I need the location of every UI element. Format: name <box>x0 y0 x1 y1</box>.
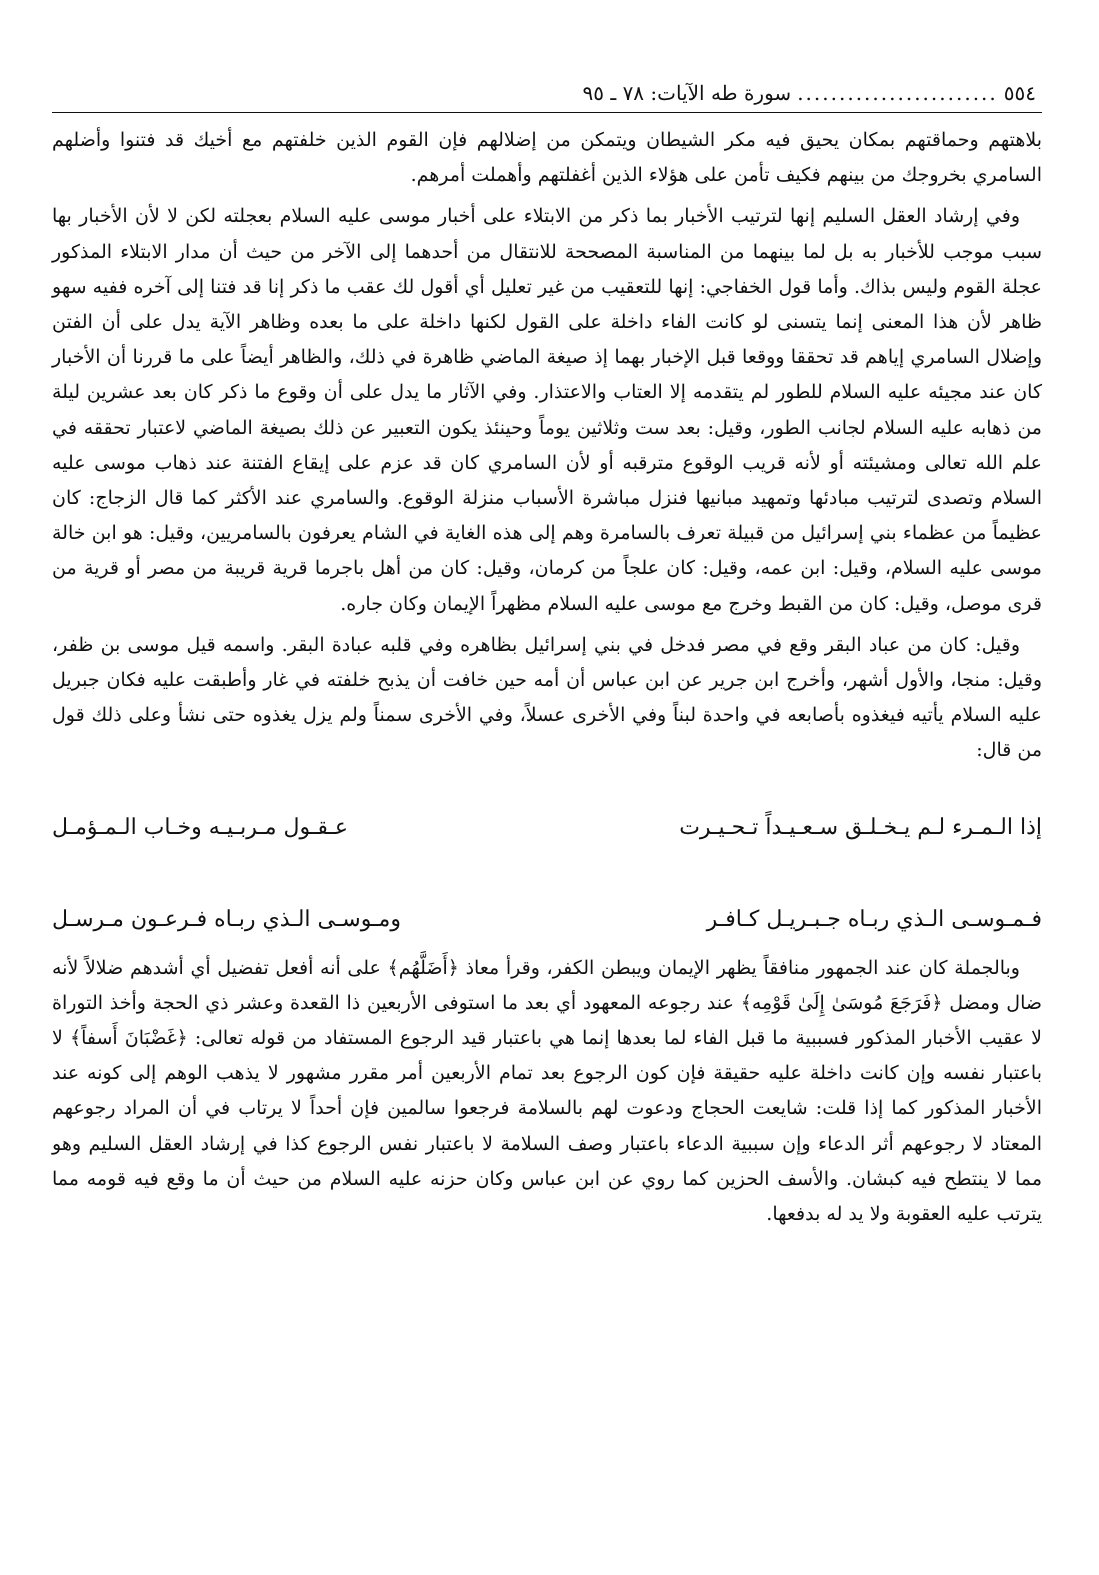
book-page <box>52 78 1042 1238</box>
paragraph-4: وبالجملة كان عند الجمهور منافقاً يظهر الإيمان ويبطن الكفر، وقرأ معاذ ﴿أَضَلَّهُم﴾ على أنه أفعل تفضيل أي أشدهم ضلالاً لأنه ضال ومضل ﴿فَرَجَعَ مُوسَىٰ إِلَىٰ قَوْمِه﴾ عند رجوعه المعهود أي بعد ما استوفى الأربعين ذا القعدة وعشر ذي الحجة وأخذ التوراة لا عقيب الأخبار المذكور فسببية ما قبل الفاء لما بعدها إنما هي باعتبار قيد الرجوع المستفاد من قوله تعالى: ﴿غَضْبَانَ أَسفاً﴾ لا باعتبار نفسه وإن كانت داخلة عليه حقيقة فإن كون الرجوع بعد تمام الأربعين أمر مقرر مشهور لا يذهب الوهم إلى كونه عند الأخبار المذكور كما إذا قلت: شايعت الحجاج ودعوت لهم بالسلامة فرجعوا سالمين فإن أحداً لا يرتاب في أن المراد رجوعهم المعتاد لا رجوعهم أثر الدعاء وإن سببية الدعاء باعتبار وصف السلامة لا باعتبار نفس الرجوع كذا في إرشاد العقل السليم وهو مما لا ينتطح فيه كبشان. والأسف الحزين كما روي عن ابن عباس وكان حزنه عليه السلام من حيث أن ما وقع فيه قومه مما يترتب عليه العقوبة ولا يد له بدفعها. <box>52 956 1042 1226</box>
poem-verse-1 <box>52 815 1042 855</box>
paragraph-1: بلاهتهم وحماقتهم بمكان يحيق فيه مكر الشيطان ويتمكن من إضلالهم فإن القوم الذين خلفتهم مع أخيك قد فتنوا وأضلهم السامري بخروجك من بينهم فكيف تأمن على هؤلاء الذين أغفلتهم وأهملت أمرهم. <box>52 129 1042 187</box>
poem-verse-2 <box>52 907 1042 947</box>
header-left-group <box>583 81 1037 105</box>
running-title: سورة طه الآيات: ٧٨ ـ ٩٥ <box>582 81 792 105</box>
paragraph-2: وفي إرشاد العقل السليم إنها لترتيب الأخبار بما ذكر من الابتلاء على أخبار موسى عليه السلام بعجلته لكن لا لأن الأخبار بها سبب موجب للأخبار به بل لما بينهما من المناسبة المصححة للانتقال من أحدهما إلى الآخر من حيث أن مدار الابتلاء المذكور عجلة القوم وليس بذاك. وأما قول الخفاجي: إنها للتعقيب من غير تعليل أي أقول لك عقب ما ذكر إنا قد فتنا إلى آخره ففيه سهو ظاهر لأن هذا المعنى إنما يتسنى لو كانت الفاء داخلة على القول لكنها داخلة على ما بعده وظاهر الآية يدل على أن الفتن وإضلال السامري إياهم قد تحققا ووقعا قبل الإخبار بهما إذ صيغة الماضي ظاهرة في ذلك، والظاهر أيضاً على ما قررنا أن الأخبار كان عند مجيئه عليه السلام للطور لم يتقدمه إلا العتاب والاعتذار. وفي الآثار ما يدل على أن وقوع ما ذكر كان بعد عشرين ليلة من ذهابه عليه السلام لجانب الطور، وقيل: بعد ست وثلاثين يوماً وحينئذ يكون التعبير عن ذلك بصيغة الماضي لاعتبار تحققه في علم الله تعالى ومشيئته أو لأنه قريب الوقوع مترقبه أو لأن السامري كان قد عزم على إيقاع الفتنة عند ذهاب موسى عليه السلام وتصدى لترتيب مبادئها وتمهيد مبانيها فنزل مباشرة الأسباب منزلة الوقوع. والسامري عند الأكثر كما قال الزجاج: كان عظيماً من عظماء بني إسرائيل من قبيلة تعرف بالسامرة وهم إلى هذه الغاية في الشام يعرفون بالسامريين، وقيل: هو ابن خالة موسى عليه السلام، وقيل: ابن عمه، وقيل: كان علجاً من كرمان، وقيل: كان من أهل باجرما قرية قريبة من مصر أو قرية من قرى موصل، وقيل: كان من القبط وخرج مع موسى عليه السلام مظهراً الإيمان وكان جاره. <box>52 205 1043 615</box>
poem-verse-2-first-hemistich: فـمـوسـى الـذي ربـاه جـبـريـل كـافـر <box>706 906 1042 932</box>
dot-leader: ........................ <box>797 81 998 105</box>
page-number: ٥٥٤ <box>1003 81 1036 105</box>
paragraph-3: وقيل: كان من عباد البقر وقع في مصر فدخل في بني إسرائيل بظاهره وفي قلبه عبادة البقر. واسمه قيل موسى بن ظفر، وقيل: منجا، والأول أشهر، وأخرج ابن جرير عن ابن عباس أن أمه حين خافت أن يذبح خلفته في غار وأطبقت عليه فكان جبريل عليه السلام يأتيه فيغذوه بأصابعه في واحدة لبناً وفي الأخرى عسلاً، وفي الأخرى سمناً ولم يزل يغذوه حتى نشأ وعلى ذلك قول من قال: <box>52 633 1042 762</box>
poem-verse-2-second-hemistich: ومـوسـى الـذي ربـاه فـرعـون مـرسـل <box>52 906 401 932</box>
poem-verse-1-second-hemistich: عـقـول مـربـيـه وخـاب الـمـؤمـل <box>52 814 349 840</box>
poem-verse-1-first-hemistich: إذا الـمـرء لـم يـخـلـق سـعـيـداً تـحـيـرت <box>679 814 1042 840</box>
page-header <box>52 78 1042 113</box>
poem-block <box>52 815 1042 947</box>
